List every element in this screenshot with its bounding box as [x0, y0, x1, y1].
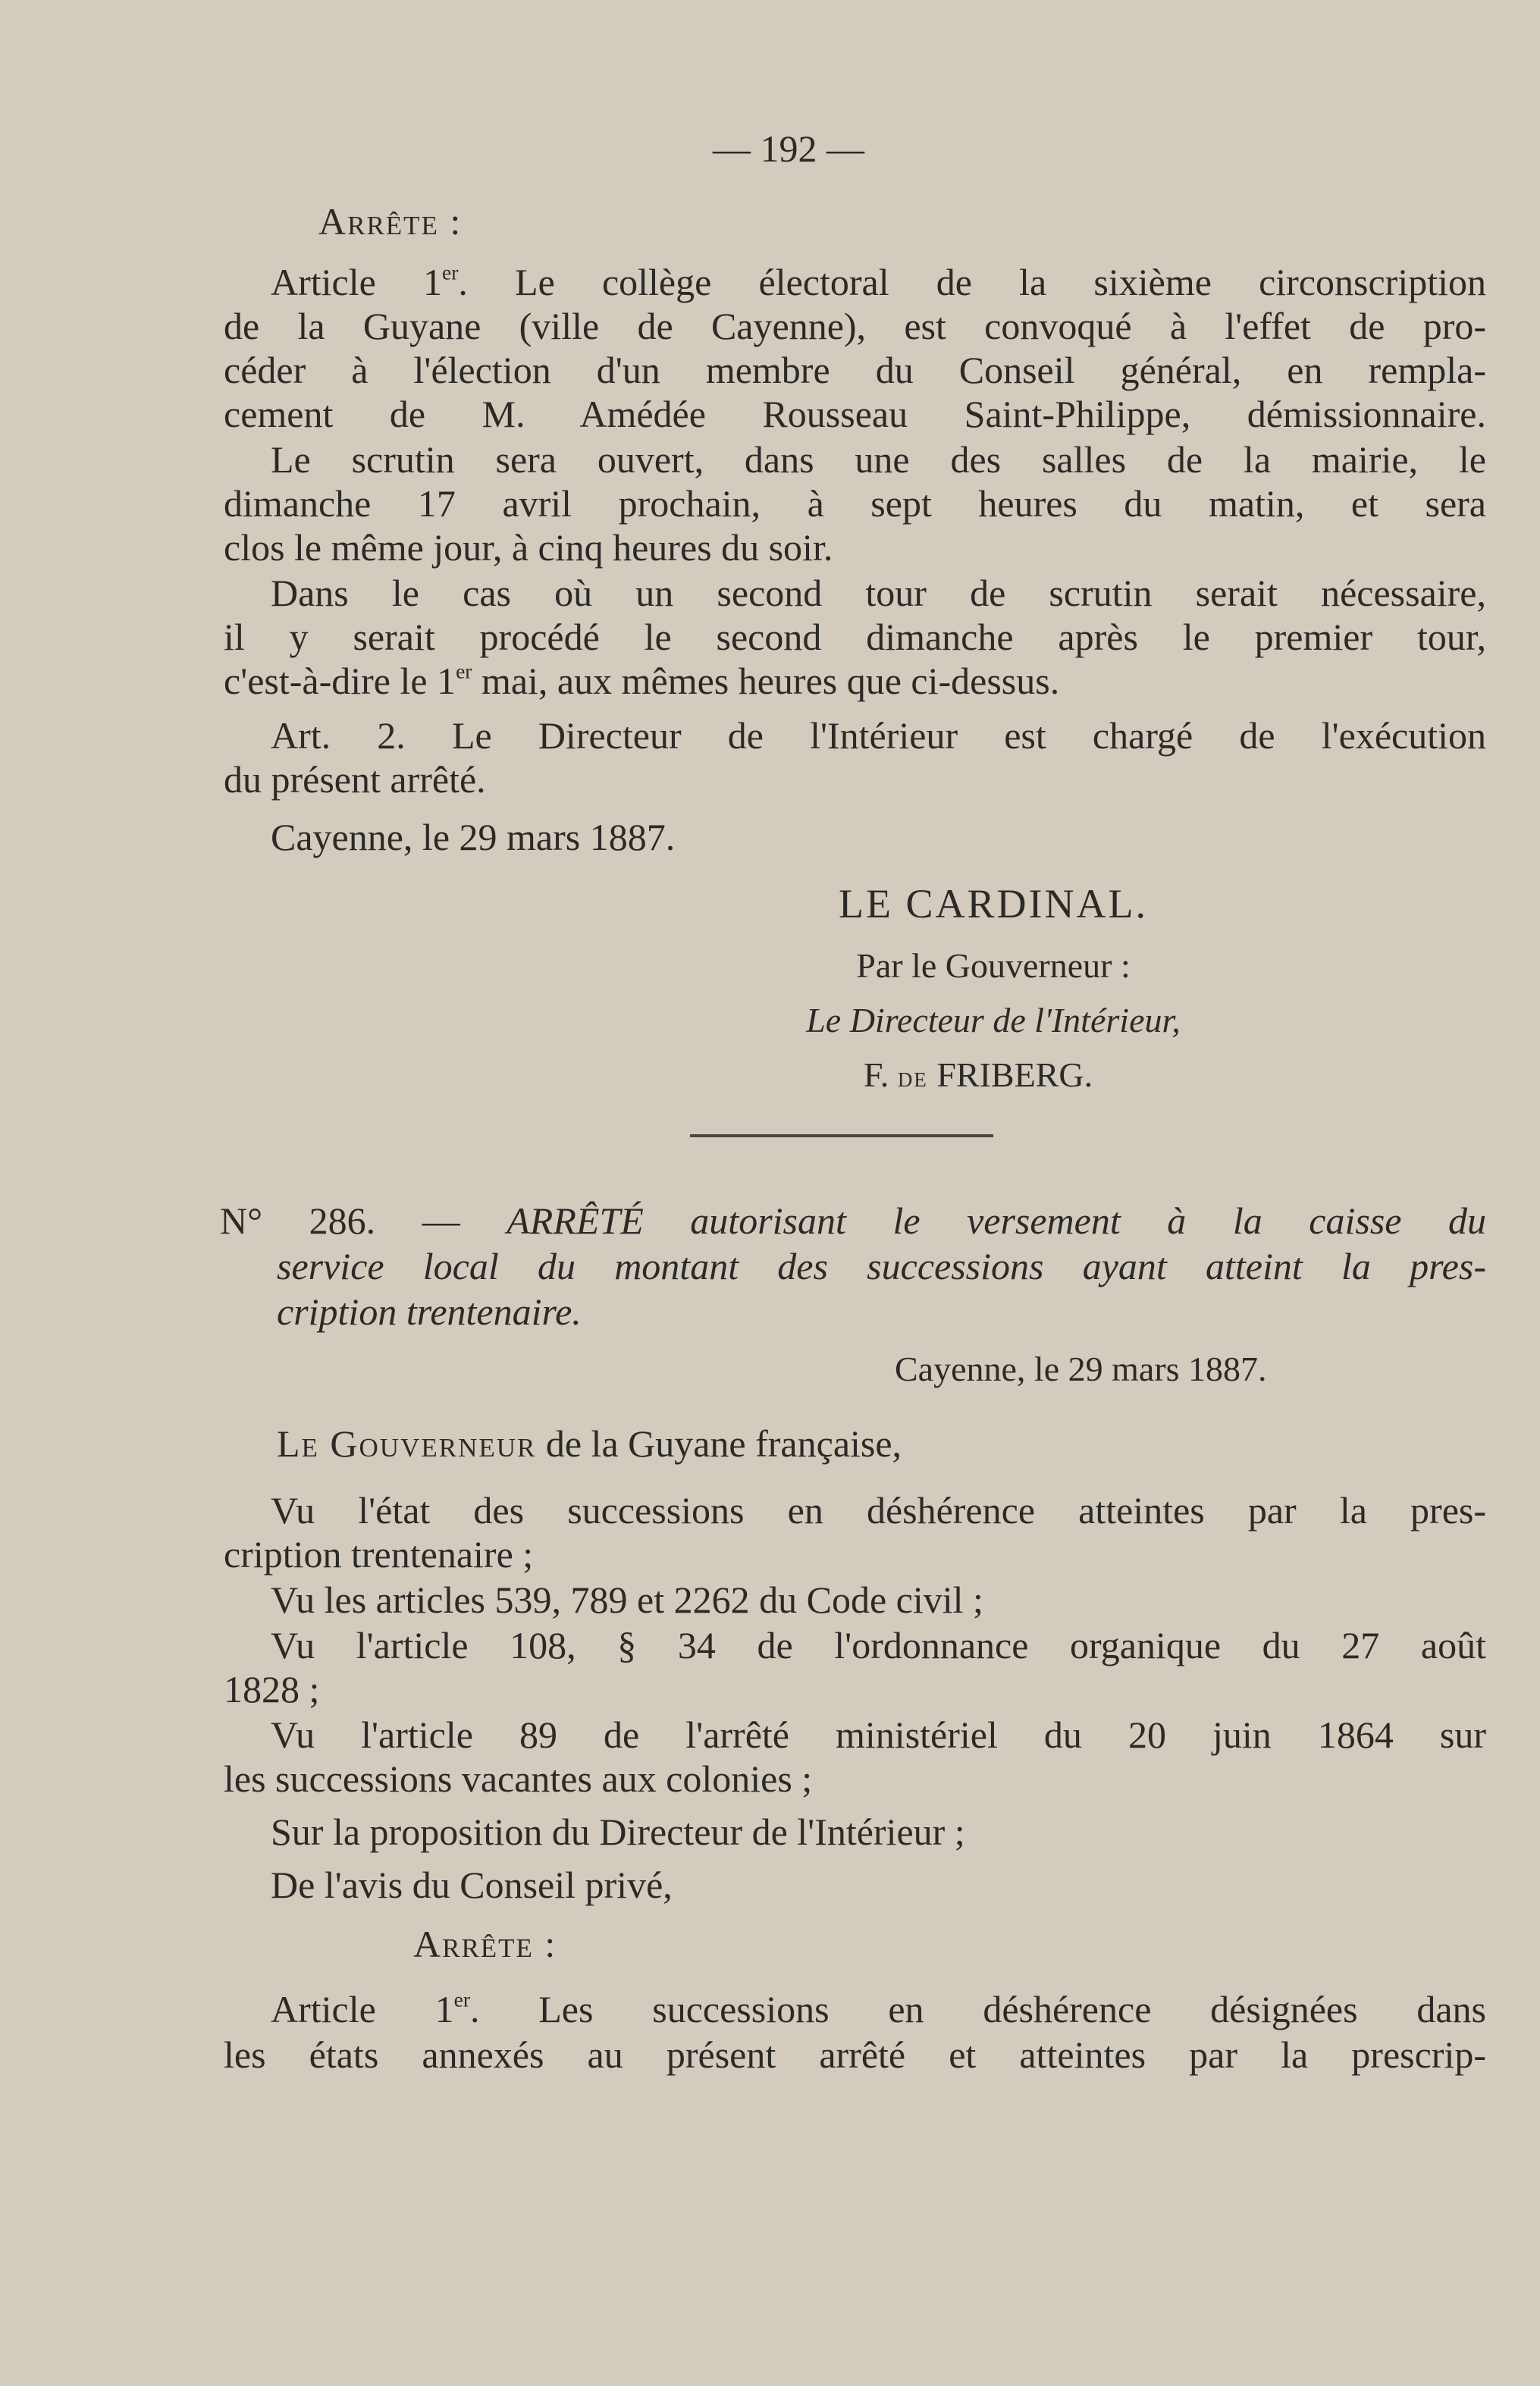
consideration-line: les successions vacantes aux colonies ;: [224, 1757, 813, 1800]
decree-2-date: Cayenne, le 29 mars 1887.: [895, 1350, 1267, 1388]
page-number: — 192 —: [713, 127, 864, 170]
article-label: Article 1: [271, 1988, 454, 2030]
consideration-line: cription trentenaire ;: [224, 1533, 534, 1576]
article-text: . Le collège électoral de la sixième circonscription: [458, 261, 1486, 303]
article-2-line-2: du présent arrêté.: [224, 758, 486, 801]
consideration-line: Vu l'article 108, § 34 de l'ordonnance organique du 27 août: [271, 1624, 1486, 1666]
governor-label: Le Gouverneur: [277, 1422, 537, 1465]
article-label: Article 1: [271, 261, 442, 303]
paragraph-3-line-2: il y serait procédé le second dimanche après le premier tour,: [224, 616, 1486, 658]
decree-2-article-1-line-2: les états annexés au présent arrêté et atteintes par la prescrip-: [224, 2033, 1486, 2076]
ordinal-superscript: er: [442, 260, 459, 284]
decree-title: ARRÊTÉ autorisant le versement à la caisse du: [507, 1199, 1487, 1242]
decree-2-title-line-1: [220, 1198, 1486, 1243]
decree-2-heading: Arrête :: [413, 1923, 557, 1965]
ordinal-superscript: er: [453, 1987, 470, 2011]
decree-2-article-1-line-1: [271, 1986, 1486, 2032]
article-1-line-1: [271, 259, 1486, 305]
article-1-line-2: de la Guyane (ville de Cayenne), est convoqué à l'effet de pro-: [224, 305, 1486, 347]
consideration-line: Vu l'article 89 de l'arrêté ministériel du 20 juin 1864 sur: [271, 1713, 1486, 1756]
paragraph-2-line-1: Le scrutin sera ouvert, dans une des salles de la mairie, le: [271, 438, 1486, 481]
consideration-line: Sur la proposition du Directeur de l'Intérieur ;: [271, 1811, 965, 1853]
section-divider: [690, 1134, 993, 1137]
signatory-name: LE CARDINAL.: [839, 881, 1148, 926]
signer-name: [804, 1052, 1153, 1100]
consideration-line: Vu l'état des successions en déshérence atteintes par la pres-: [271, 1489, 1486, 1532]
decree-number: N° 286. —: [220, 1199, 460, 1242]
signer-initial: F.: [863, 1055, 889, 1094]
decree-2-title-line-3: cription trentenaire.: [277, 1290, 582, 1333]
paragraph-2-line-2: dimanche 17 avril prochain, à sept heures du matin, et sera: [224, 482, 1486, 525]
article-text: . Les successions en déshérence désignées dans: [469, 1988, 1486, 2030]
governor-intro: [277, 1421, 1539, 1466]
consideration-line: 1828 ;: [224, 1668, 320, 1710]
article-1-line-4: cement de M. Amédée Rousseau Saint-Philippe, démissionnaire.: [224, 393, 1486, 435]
signatory-title: Le Directeur de l'Intérieur,: [806, 1001, 1181, 1039]
decree-heading: Arrête :: [318, 200, 463, 243]
text-segment: c'est-à-dire le 1: [224, 660, 456, 702]
text-segment: mai, aux mêmes heures que ci-dessus.: [472, 660, 1060, 702]
governor-rest: de la Guyane française,: [536, 1422, 902, 1465]
paragraph-3-line-3: [224, 658, 1486, 704]
article-2-line-1: Art. 2. Le Directeur de l'Intérieur est chargé de l'exécution: [271, 714, 1486, 757]
by-governor-line: Par le Gouverneur :: [856, 946, 1131, 985]
consideration-line: Vu les articles 539, 789 et 2262 du Code civil ;: [271, 1579, 983, 1621]
signer-particle: de: [897, 1061, 928, 1093]
paragraph-2-line-3: clos le même jour, à cinq heures du soir.: [224, 526, 833, 569]
article-1-line-3: céder à l'élection d'un membre du Conseil général, en rempla-: [224, 349, 1486, 391]
paragraph-3-line-1: Dans le cas où un second tour de scrutin serait nécessaire,: [271, 572, 1486, 614]
signer-surname: FRIBERG.: [936, 1055, 1093, 1094]
ordinal-superscript: er: [456, 659, 472, 683]
decree-2-title-line-2: service local du montant des successions ayant atteint la pres-: [277, 1245, 1486, 1287]
decree-date: Cayenne, le 29 mars 1887.: [271, 816, 676, 858]
consideration-line: De l'avis du Conseil privé,: [271, 1864, 673, 1906]
